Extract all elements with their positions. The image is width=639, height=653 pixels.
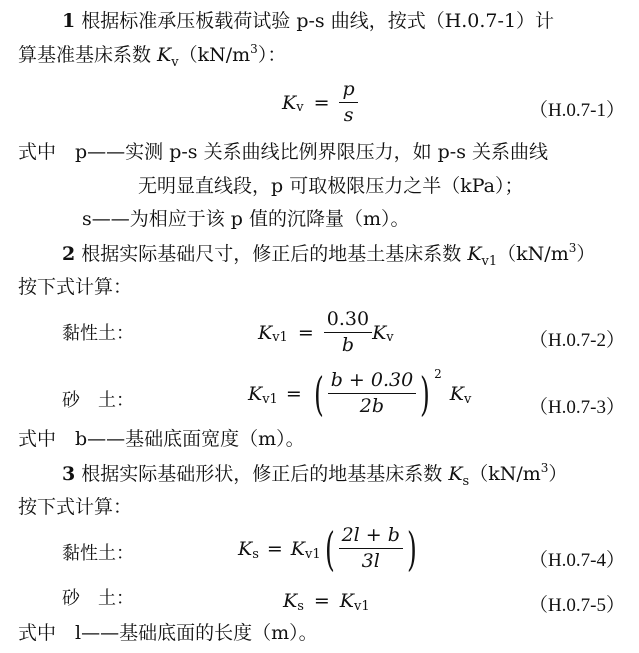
- eq1-denominator: s: [343, 103, 354, 126]
- eq1-number: （H.0.7-1）: [528, 100, 625, 121]
- wherein-3: 式中 l——基础底面的长度（m）。: [18, 622, 318, 644]
- eq4-label: 黏性土：: [62, 543, 134, 564]
- item-1-line-2-text: 算基准基床系数: [18, 44, 158, 66]
- eq2-lhs: K: [258, 321, 273, 344]
- item-2-text: 根据实际基础尺寸，修正后的地基土基床系数: [81, 243, 468, 265]
- equation-h-0-7-2: [258, 310, 394, 356]
- item-2-line-1: [62, 241, 596, 269]
- eq4-lhs: K: [238, 538, 253, 560]
- eq3-power: 2: [434, 367, 442, 381]
- eq5-lhs-sub: s: [297, 598, 304, 614]
- eq1-fraction: [339, 80, 357, 126]
- eq1-lhs-sub: v: [296, 100, 304, 116]
- eq3-equals: =: [285, 383, 302, 405]
- eq4-numerator: 2l + b: [339, 526, 403, 549]
- equation-h-0-7-4: [238, 522, 421, 576]
- eq4-mid-sub: v1: [305, 546, 321, 562]
- item-3-number: 3: [62, 463, 76, 485]
- eq2-lhs-sub: v1: [272, 330, 288, 346]
- eq4-fraction: [339, 526, 403, 572]
- eq2-label: 黏性土：: [62, 323, 134, 344]
- item-1-text: 根据标准承压板载荷试验 p-s 曲线，按式（H.0.7-1）计: [81, 10, 555, 32]
- item-1-number: 1: [62, 10, 76, 32]
- item-2-line-2: 按下式计算：: [18, 276, 133, 298]
- eq2-equals: =: [297, 321, 314, 344]
- symbol-sub: v: [171, 55, 179, 70]
- eq4-right-paren: ): [406, 522, 417, 576]
- eq5-rhs-sub: v1: [354, 598, 370, 614]
- item-2-number: 2: [62, 243, 76, 265]
- eq5-lhs: K: [283, 590, 298, 612]
- item-1-line-2: [18, 42, 287, 70]
- eq2-fraction: [324, 310, 372, 356]
- eq2-rhs: K: [372, 321, 387, 344]
- equation-h-0-7-1: [282, 80, 358, 126]
- wherein-2: 式中 b——基础底面宽度（m）。: [18, 428, 305, 450]
- wherein-1-line-c: s——为相应于该 p 值的沉降量（m）。: [82, 208, 410, 230]
- eq4-number: （H.0.7-4）: [528, 550, 625, 571]
- eq2-denominator: b: [341, 333, 354, 356]
- eq3-rhs: K: [449, 383, 464, 405]
- eq5-number: （H.0.7-5）: [528, 595, 625, 616]
- symbol-k: K: [448, 463, 463, 485]
- equation-h-0-7-3: [248, 367, 472, 421]
- eq3-left-paren: (: [313, 367, 324, 421]
- equation-h-0-7-5: [283, 590, 370, 612]
- eq1-numerator: p: [339, 80, 357, 103]
- eq3-fraction: [328, 371, 416, 417]
- eq2-numerator: 0.30: [324, 310, 372, 333]
- eq3-lhs: K: [248, 383, 263, 405]
- unit-sup: 3: [540, 461, 549, 475]
- eq4-mid: K: [290, 538, 305, 560]
- eq3-right-paren: ): [420, 367, 431, 421]
- eq5-label: 砂 土：: [62, 588, 134, 609]
- eq4-left-paren: (: [324, 522, 335, 576]
- eq4-lhs-sub: s: [252, 546, 259, 562]
- unit-sup: 3: [250, 42, 258, 56]
- item-3-text: 根据实际基础形状，修正后的地基基床系数: [81, 463, 449, 485]
- item-3-line-1: [62, 461, 568, 489]
- eq3-label: 砂 土：: [62, 390, 134, 411]
- symbol-sub: s: [462, 474, 470, 489]
- unit: （kN/m: [497, 243, 569, 265]
- eq2-rhs-sub: v: [386, 330, 394, 346]
- eq5-equals: =: [313, 590, 330, 612]
- eq3-lhs-sub: v1: [262, 391, 278, 407]
- eq1-equals: =: [313, 91, 330, 114]
- unit-sup: 3: [568, 241, 577, 255]
- unit-suffix: ）：: [257, 44, 287, 66]
- eq4-denominator: 3l: [361, 550, 380, 572]
- unit-suffix: ）: [548, 463, 568, 485]
- unit-suffix: ）: [576, 243, 596, 265]
- symbol-sub: v1: [481, 254, 498, 269]
- wherein-1-line-a: 式中 p——实测 p-s 关系曲线比例界限压力，如 p-s 关系曲线: [18, 141, 548, 163]
- eq3-denominator: 2b: [359, 395, 385, 417]
- eq3-number: （H.0.7-3）: [528, 397, 625, 418]
- item-3-line-2: 按下式计算：: [18, 496, 133, 518]
- eq3-rhs-sub: v: [463, 391, 472, 407]
- unit: （kN/m: [178, 44, 251, 66]
- eq2-number: （H.0.7-2）: [528, 330, 625, 351]
- item-1-line-1: [62, 12, 554, 31]
- symbol-k: K: [157, 44, 172, 66]
- eq3-numerator: b + 0.30: [328, 371, 416, 394]
- symbol-k: K: [467, 243, 482, 265]
- eq1-lhs: K: [282, 91, 297, 114]
- eq4-equals: =: [266, 538, 283, 560]
- eq5-rhs: K: [339, 590, 354, 612]
- wherein-1-line-b: 无明显直线段，p 可取极限压力之半（kPa）；: [138, 175, 524, 197]
- unit: （kN/m: [469, 463, 541, 485]
